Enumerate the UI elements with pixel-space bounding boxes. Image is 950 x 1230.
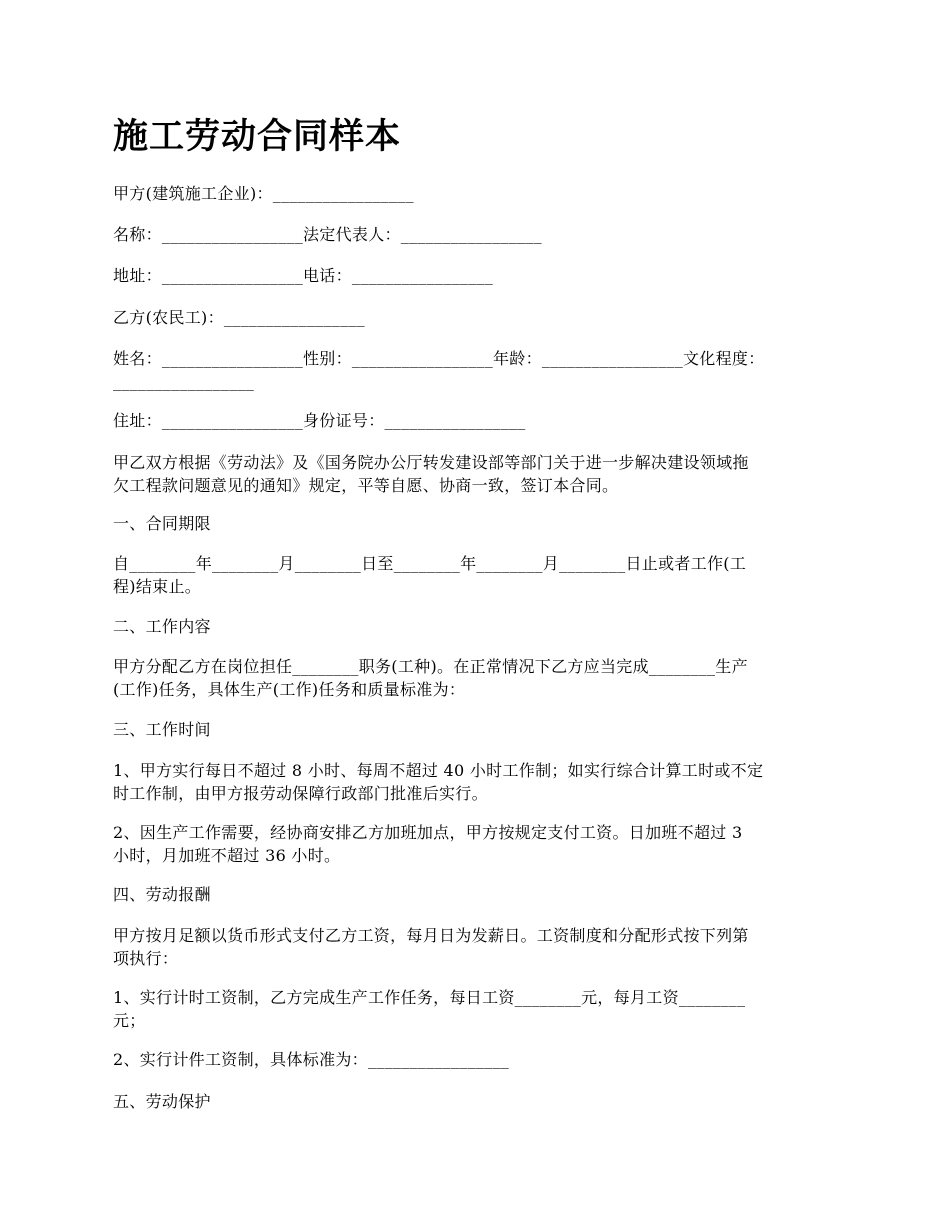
work-hours-item-2-line-1: 2、因生产工作需要，经协商安排乙方加班加点，甲方按规定支付工资。日加班不超过 3 [113,823,743,842]
worker-info-line-1: 姓名：_________________性别：_________________年龄：_________________文化程度： [113,349,765,368]
work-content-line-2: (工作)任务，具体生产(工作)任务和质量标准为： [113,680,466,699]
term-line-2: 程)结束止。 [113,577,202,596]
section-heading-remuneration: 四、劳动报酬 [113,885,211,904]
work-hours-item-2-line-2: 小时，月加班不超过 36 小时。 [113,846,341,865]
remuneration-item-1-line-1: 1、实行计时工资制，乙方完成生产工作任务，每日工资________元，每月工资________ [113,988,746,1007]
worker-address-line: 住址：_________________身份证号：_________________ [113,411,526,430]
preamble-line-1: 甲乙双方根据《劳动法》及《国务院办公厅转发建设部等部门关于进一步解决建设领域拖 [113,453,749,472]
remuneration-line-1: 甲方按月足额以货币形式支付乙方工资，每月日为发薪日。工资制度和分配形式按下列第 [113,926,749,945]
section-heading-labor-protection: 五、劳动保护 [113,1092,211,1111]
worker-info-line-2: _________________ [113,372,255,391]
remuneration-item-1-line-2: 元； [113,1011,146,1030]
work-hours-item-1-line-2: 时工作制，由甲方报劳动保障行政部门批准后实行。 [113,784,488,803]
company-address-line: 地址：_________________电话：_________________ [113,266,493,285]
company-name-line: 名称：_________________法定代表人：_________________ [113,225,542,244]
remuneration-line-2: 项执行： [113,949,179,968]
section-heading-term: 一、合同期限 [113,514,211,533]
preamble-line-2: 欠工程款问题意见的通知》规定，平等自愿、协商一致，签订本合同。 [113,476,619,495]
section-heading-work-content: 二、工作内容 [113,617,211,636]
document-title: 施工劳动合同样本 [113,116,402,157]
term-line-1: 自________年________月________日至________年________月________日止或者工作(工 [113,554,747,573]
work-hours-item-1-line-1: 1、甲方实行每日不超过 8 小时、每周不超过 40 小时工作制；如实行综合计算工时或不定 [113,761,764,780]
section-heading-work-hours: 三、工作时间 [113,720,211,739]
party-a-line: 甲方(建筑施工企业)：_________________ [113,184,414,203]
work-content-line-1: 甲方分配乙方在岗位担任________职务(工种)。在正常情况下乙方应当完成________生产 [113,657,748,676]
remuneration-item-2: 2、实行计件工资制，具体标准为：_________________ [113,1050,510,1069]
party-b-line: 乙方(农民工)：_________________ [113,308,365,327]
